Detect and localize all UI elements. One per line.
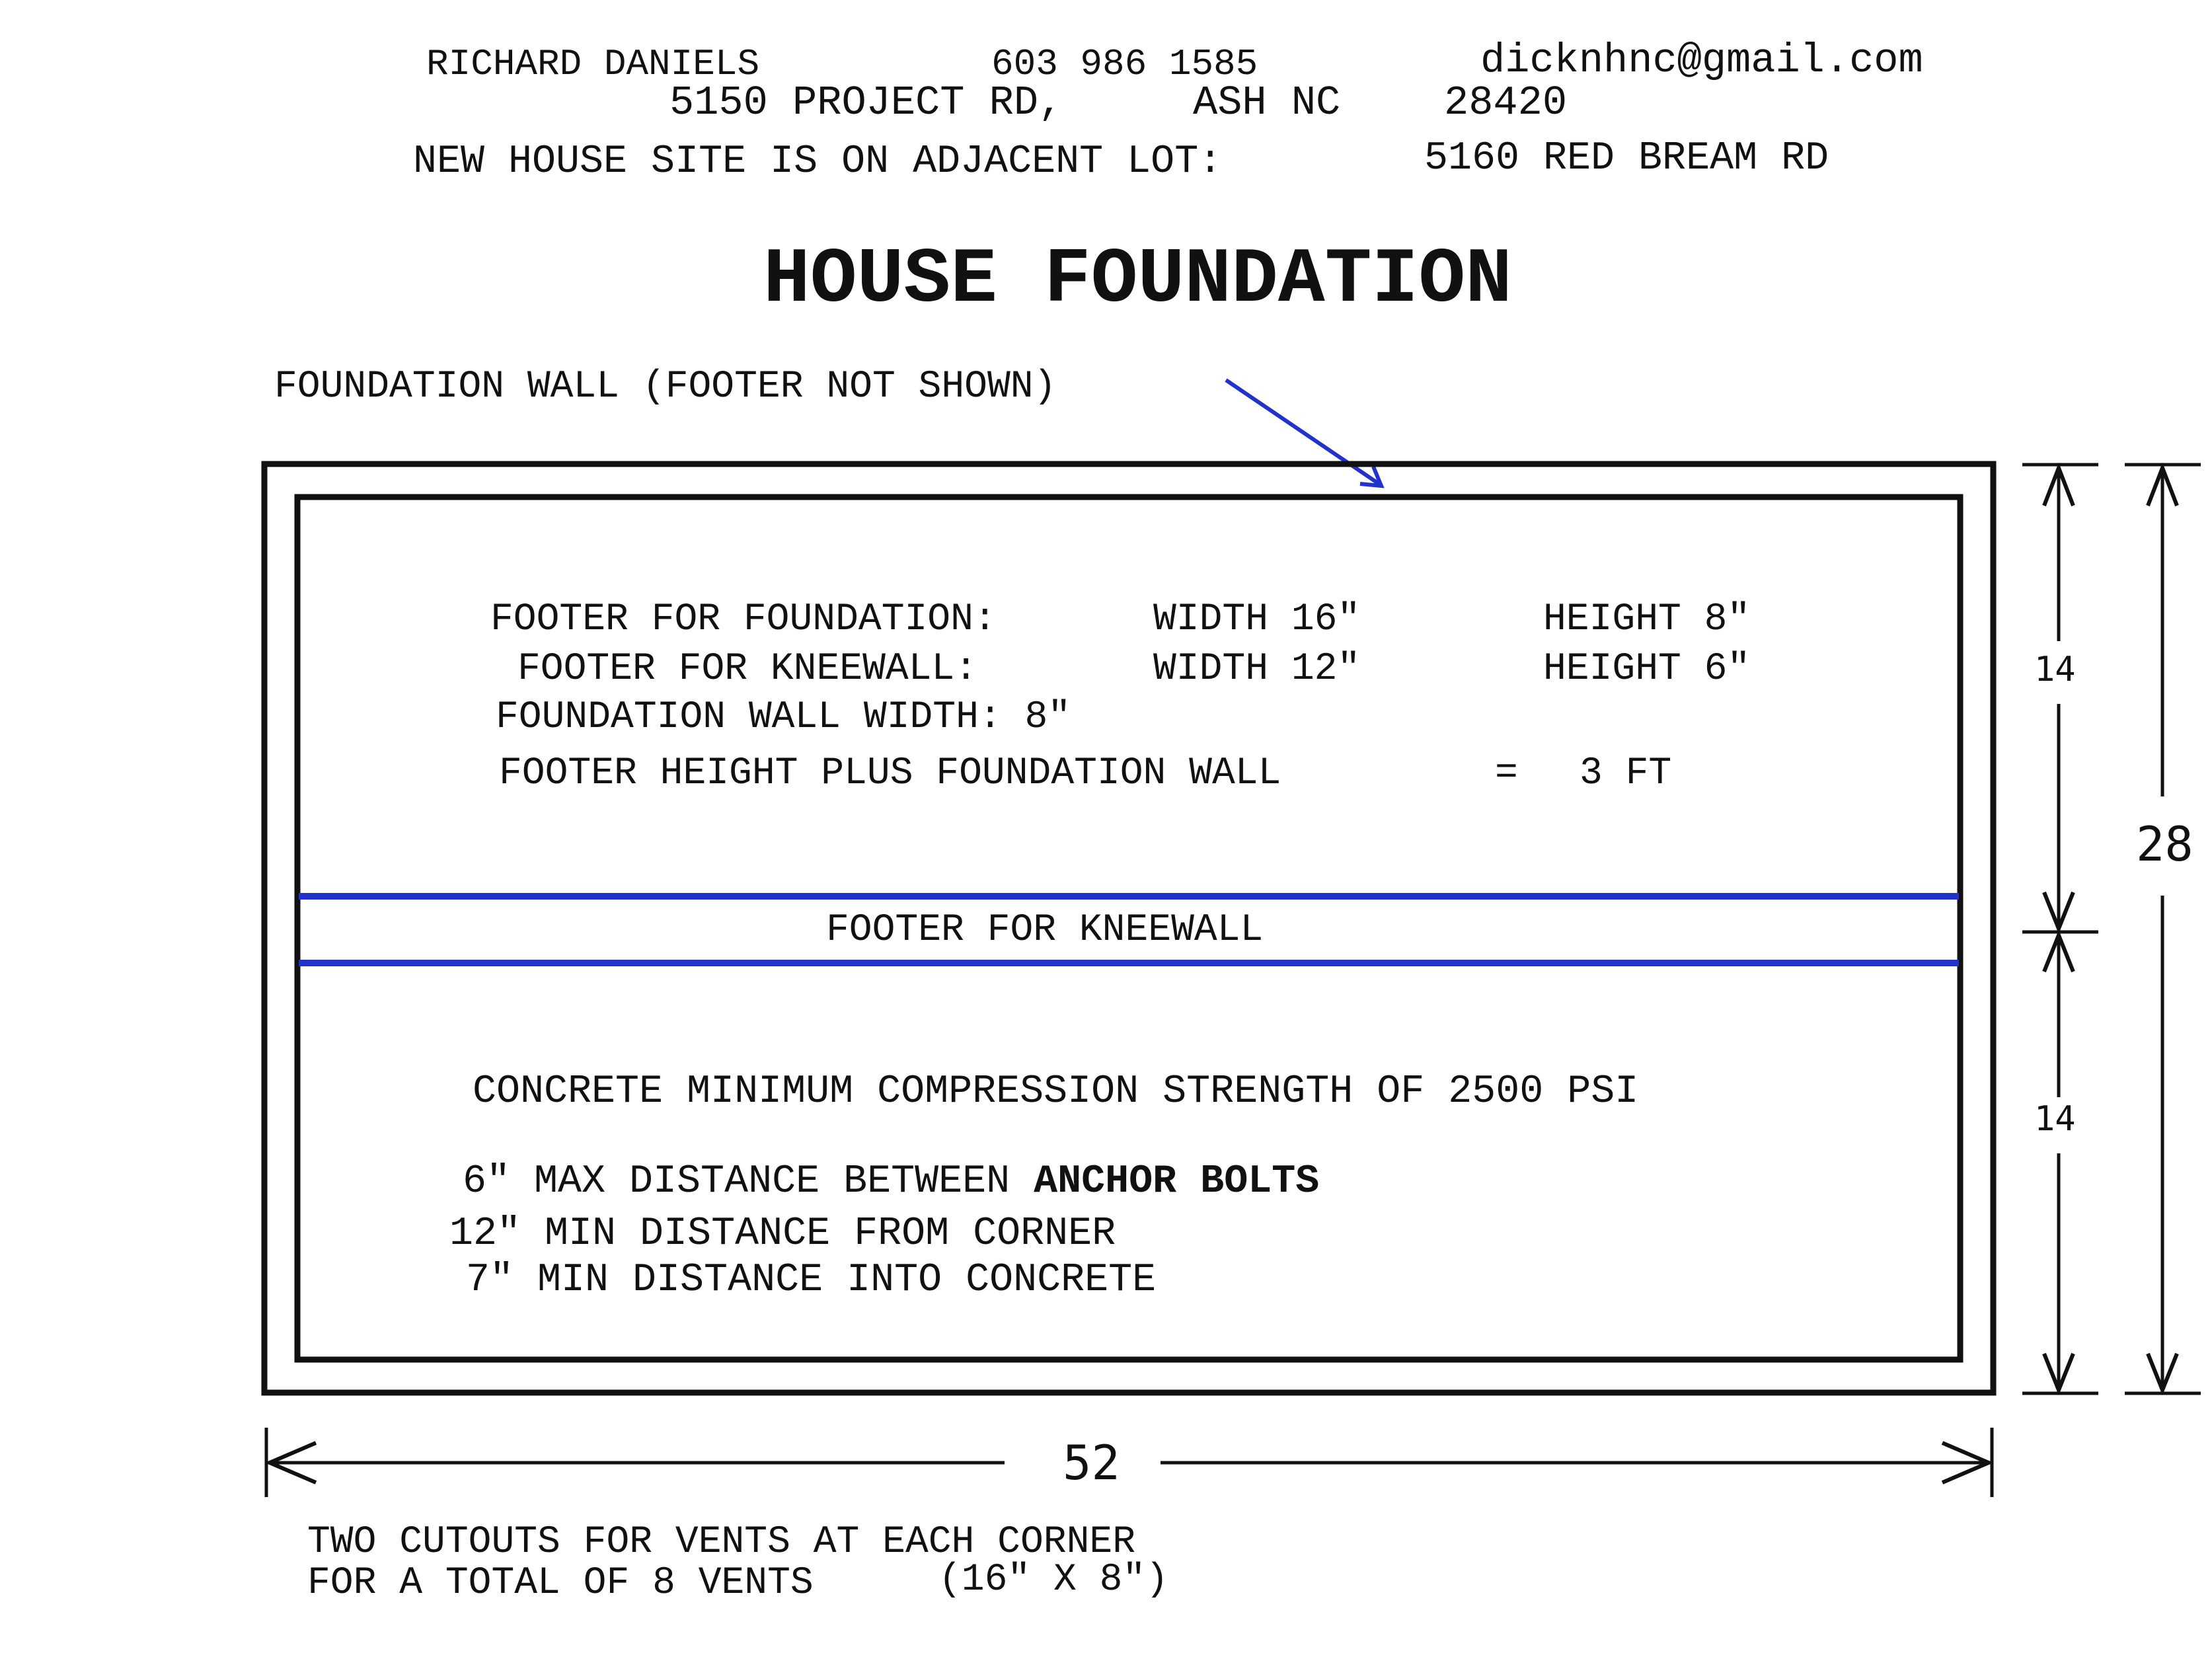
width-split-dimension [2022, 465, 2098, 1393]
vents-note-line2: FOR A TOTAL OF 8 VENTS [307, 1562, 814, 1605]
footer-kneewall-label: FOOTER FOR KNEEWALL: [517, 648, 978, 691]
concrete-strength: CONCRETE MINIMUM COMPRESSION STRENGTH OF 2500 PSI [473, 1069, 1639, 1114]
length-value: 52 [1063, 1435, 1120, 1490]
header-street: 5150 PROJECT RD, [669, 79, 1063, 126]
anchor-bolts-emphasis: ANCHOR BOLTS [1034, 1159, 1320, 1204]
total-height-value: 3 FT [1580, 752, 1672, 795]
callout-arrow [1226, 380, 1381, 486]
footer-kneewall-width: WIDTH 12″ [1153, 648, 1361, 691]
site-address: 5160 RED BREAM RD [1424, 136, 1829, 181]
header-city: ASH NC [1193, 79, 1341, 126]
length-dimension [266, 1428, 1992, 1497]
footer-kneewall-height: HEIGHT 6″ [1543, 648, 1751, 691]
header-email: dicknhnc@gmail.com [1480, 37, 1923, 84]
header-zip: 28420 [1444, 79, 1568, 126]
width-total-dimension [2125, 465, 2201, 1393]
vents-size: (16″ X 8″) [938, 1559, 1169, 1601]
footer-foundation-width: WIDTH 16″ [1153, 598, 1361, 641]
corner-distance: 12″ MIN DISTANCE FROM CORNER [449, 1212, 1116, 1256]
header-name: RICHARD DANIELS [426, 43, 760, 85]
width-total-value: 28 [2136, 816, 2193, 872]
header-phone: 603 986 1585 [991, 43, 1258, 85]
width-upper-value: 14 [2034, 650, 2076, 689]
total-height-equals: = [1495, 752, 1518, 795]
site-label: NEW HOUSE SITE IS ON ADJACENT LOT: [413, 139, 1223, 184]
page-title: HOUSE FOUNDATION [763, 237, 1512, 325]
footer-foundation-label: FOOTER FOR FOUNDATION: [490, 598, 997, 641]
wall-width-spec: FOUNDATION WALL WIDTH: 8″ [496, 696, 1071, 739]
embed-depth: 7″ MIN DISTANCE INTO CONCRETE [466, 1258, 1157, 1303]
total-height-label: FOOTER HEIGHT PLUS FOUNDATION WALL [499, 752, 1281, 795]
anchor-bolt-spacing-text: 6″ MAX DISTANCE BETWEEN [463, 1159, 1034, 1204]
width-lower-value: 14 [2034, 1099, 2076, 1139]
anchor-bolt-spacing [463, 1159, 1319, 1204]
vents-note-line1: TWO CUTOUTS FOR VENTS AT EACH CORNER [307, 1521, 1136, 1564]
foundation-wall-callout: FOUNDATION WALL (FOOTER NOT SHOWN) [274, 366, 1057, 408]
kneewall-band-label: FOOTER FOR KNEEWALL [826, 909, 1264, 952]
footer-foundation-height: HEIGHT 8″ [1543, 598, 1751, 641]
